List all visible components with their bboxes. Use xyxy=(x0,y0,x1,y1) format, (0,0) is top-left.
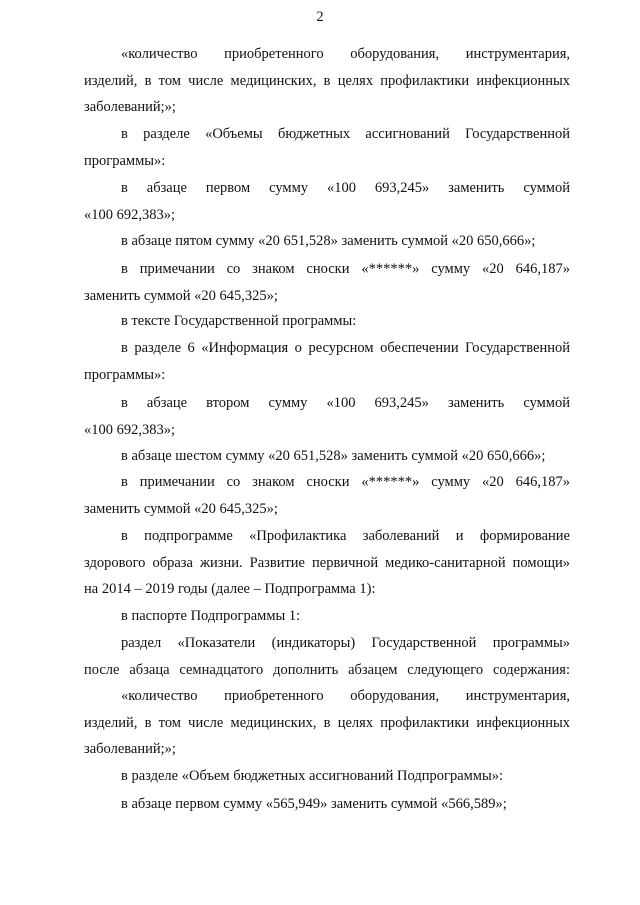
paragraph-line: программы»: xyxy=(84,152,166,169)
paragraph xyxy=(84,121,570,174)
page-number: 2 xyxy=(316,9,324,25)
paragraph-line: в абзаце первом сумму «565,949» заменить суммой «566,589»; xyxy=(121,796,507,812)
paragraph xyxy=(84,683,570,763)
paragraph-line: изделий, в том числе медицинских, в целях профилактики инфекционных xyxy=(84,714,570,731)
paragraph-line: после абзаца семнадцатого дополнить абзацем следующего содержания: xyxy=(84,661,570,678)
paragraph-line: «100 692,383»; xyxy=(84,206,176,223)
paragraph xyxy=(84,523,570,603)
paragraph-line: в паспорте Подпрограммы 1: xyxy=(121,608,301,624)
paragraph-line: здорового образа жизни. Развитие первичной медико-санитарной помощи» xyxy=(84,554,570,571)
paragraph xyxy=(84,469,570,522)
paragraph xyxy=(84,175,570,228)
paragraph-line: в абзаце втором сумму «100 693,245» заменить суммой xyxy=(121,395,570,411)
paragraph-line: в абзаце первом сумму «100 693,245» заменить суммой xyxy=(121,180,570,196)
paragraph-line: заболеваний;»; xyxy=(84,741,176,757)
paragraph-line: заменить суммой «20 645,325»; xyxy=(84,287,278,304)
paragraph-line: в абзаце пятом сумму «20 651,528» заменить суммой «20 650,666»; xyxy=(121,233,536,249)
paragraph-line: заменить суммой «20 645,325»; xyxy=(84,500,278,517)
paragraph xyxy=(84,256,570,309)
paragraph-line: на 2014 – 2019 годы (далее – Подпрограмма 1): xyxy=(84,581,376,597)
paragraph xyxy=(84,390,570,443)
paragraph-line: в абзаце шестом сумму «20 651,528» заменить суммой «20 650,666»; xyxy=(121,448,546,464)
paragraph-line: программы»: xyxy=(84,366,166,383)
paragraph xyxy=(84,308,570,335)
paragraph-line: «100 692,383»; xyxy=(84,421,176,438)
paragraph xyxy=(84,791,570,818)
paragraph xyxy=(84,763,570,790)
paragraph-line: в примечании со знаком сноски «******» сумму «20 646,187» xyxy=(121,261,570,277)
paragraph-line: в подпрограмме «Профилактика заболеваний и формирование xyxy=(121,528,570,544)
paragraph-line: «количество приобретенного оборудования, инструментария, xyxy=(121,688,570,704)
paragraph-line: в тексте Государственной программы: xyxy=(121,313,357,329)
paragraph-line: «количество приобретенного оборудования, инструментария, xyxy=(121,46,570,62)
paragraph-line: раздел «Показатели (индикаторы) Государственной программы» xyxy=(121,635,570,651)
paragraph xyxy=(84,630,570,683)
paragraph-line: изделий, в том числе медицинских, в целях профилактики инфекционных xyxy=(84,72,570,89)
paragraph-line: заболеваний;»; xyxy=(84,99,176,115)
paragraph-line: в разделе «Объемы бюджетных ассигнований Государственной xyxy=(121,126,570,142)
paragraph xyxy=(84,603,570,630)
paragraph-line: в разделе 6 «Информация о ресурсном обеспечении Государственной xyxy=(121,340,570,356)
paragraph-line: в разделе «Объем бюджетных ассигнований Подпрограммы»: xyxy=(121,768,503,784)
paragraph-line: в примечании со знаком сноски «******» сумму «20 646,187» xyxy=(121,474,570,490)
paragraph xyxy=(84,443,570,470)
paragraph xyxy=(84,41,570,121)
paragraph xyxy=(84,228,570,255)
paragraph xyxy=(84,335,570,388)
